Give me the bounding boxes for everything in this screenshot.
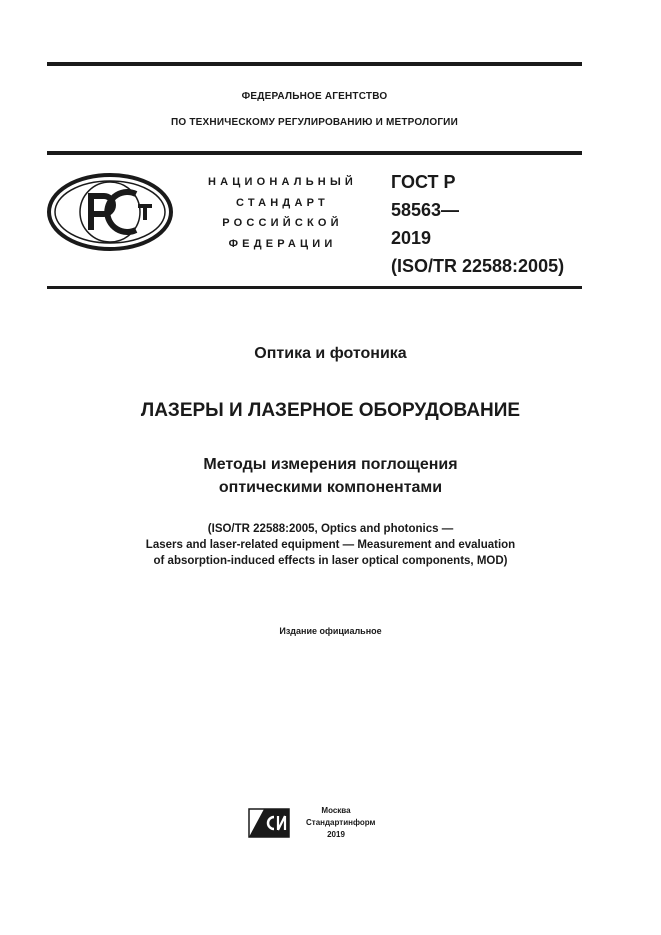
edition-label: Издание официальное <box>279 626 382 636</box>
national-line: ФЕДЕРАЦИИ <box>228 237 337 250</box>
iso-line: of absorption-induced effects in laser optical components, MOD) <box>153 555 508 567</box>
agency-line-2: ПО ТЕХНИЧЕСКОМУ РЕГУЛИРОВАНИЮ И МЕТРОЛОГИИ <box>171 117 458 128</box>
gost-designation <box>391 168 564 280</box>
gost-line: (ISO/TR 22588:2005) <box>391 256 565 276</box>
gost-line: 58563— <box>391 200 460 220</box>
gost-line: 2019 <box>391 228 432 248</box>
agency-line-1: ФЕДЕРАЛЬНОЕ АГЕНТСТВО <box>241 91 388 102</box>
publisher-info <box>306 805 376 841</box>
subtitle <box>0 453 661 499</box>
top-rule <box>47 62 582 66</box>
national-line: РОССИЙСКОЙ <box>222 217 343 229</box>
iso-line: (ISO/TR 22588:2005, Optics and photonics — <box>207 523 454 535</box>
national-line: НАЦИОНАЛЬНЫЙ <box>207 176 358 188</box>
header-rule <box>47 151 582 155</box>
subtitle-line: Методы измерения поглощения <box>203 456 458 473</box>
publisher-city: Москва <box>321 806 351 815</box>
block-rule <box>47 286 582 289</box>
publisher-year: 2019 <box>327 830 345 839</box>
publisher-name: Стандартинформ <box>306 818 376 827</box>
subtitle-line: оптическими компонентами <box>218 479 443 496</box>
iso-reference <box>0 521 661 569</box>
national-standard-label <box>190 172 375 254</box>
gost-line: ГОСТ Р <box>391 172 456 192</box>
standartinform-logo-icon <box>248 808 290 838</box>
rst-certification-logo-icon <box>46 172 174 252</box>
series-title: Оптика и фотоника <box>254 345 407 362</box>
iso-line: Lasers and laser-related equipment — Measurement and evaluation <box>145 539 516 551</box>
national-line: СТАНДАРТ <box>236 196 329 209</box>
main-title: ЛАЗЕРЫ И ЛАЗЕРНОЕ ОБОРУДОВАНИЕ <box>140 400 521 421</box>
